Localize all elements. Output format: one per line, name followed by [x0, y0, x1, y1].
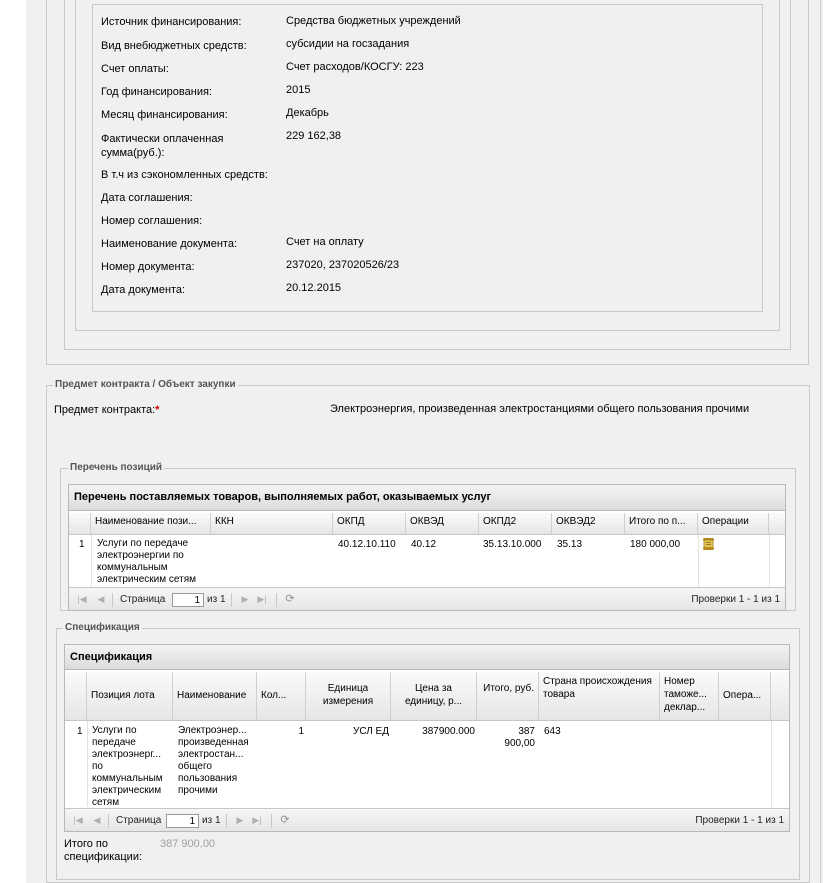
detail-value-document-name: Счет на оплату	[286, 236, 364, 248]
col-operations[interactable]: Операции	[698, 513, 769, 534]
spec-col-total[interactable]: Итого, руб.	[477, 672, 539, 720]
specification-legend: Спецификация	[65, 622, 140, 633]
detail-label-document-number: Номер документа:	[101, 261, 195, 273]
specification-grid	[64, 644, 790, 832]
specification-header-row	[65, 672, 789, 721]
col-name[interactable]: Наименование пози...	[91, 513, 211, 534]
positions-pager	[69, 587, 785, 611]
detail-label-offbudget-type: Вид внебюджетных средств:	[101, 40, 247, 52]
positions-legend: Перечень позиций	[70, 462, 163, 473]
detail-label-agreement-date: Дата соглашения:	[101, 192, 193, 204]
positions-grid	[68, 484, 786, 611]
positions-table-row[interactable]	[69, 535, 785, 587]
contract-subject-label	[54, 404, 159, 416]
spec-row-total: 387 900,00	[504, 726, 535, 749]
spec-col-operations[interactable]: Опера...	[719, 672, 771, 720]
spec-last-page-icon[interactable]: ▶|	[252, 815, 262, 825]
row-name: Услуги по передаче электроэнергии по коммунальным электрическим сетям	[97, 538, 196, 585]
col-kkn[interactable]: ККН	[211, 513, 333, 534]
first-page-icon[interactable]: |◀	[77, 594, 87, 604]
spec-col-unit[interactable]: Единица измерения	[306, 672, 391, 720]
contract-subject-value: Электроэнергия, произведенная электростанциями общего пользования прочими	[330, 403, 750, 415]
spec-col-price[interactable]: Цена за единицу, р...	[391, 672, 477, 720]
spec-row-country: 643	[544, 726, 561, 737]
spec-row-price: 387900.000	[422, 726, 475, 737]
spec-row-lot: Услуги по передаче электроэнерг... по коммунальным электрическим сетям	[92, 725, 163, 808]
spec-prev-page-icon[interactable]: ◀	[93, 815, 101, 825]
detail-value-offbudget-type: субсидии на госзадания	[286, 38, 410, 50]
spec-row-name: Электроэнер... произведенная электростан... общего пользования прочими	[178, 725, 249, 796]
spec-refresh-icon[interactable]: ⟳	[280, 814, 290, 826]
next-page-icon[interactable]: ▶	[241, 594, 249, 604]
last-page-icon[interactable]: ▶|	[257, 594, 267, 604]
col-okved2[interactable]: ОКВЭД2	[552, 513, 625, 534]
spec-pager-status: Проверки 1 - 1 из 1	[695, 815, 784, 826]
detail-label-document-name: Наименование документа:	[101, 238, 238, 250]
finance-details-panel	[92, 4, 763, 312]
row-okpd: 40.12.10.110	[338, 539, 396, 550]
detail-label-funding-month: Месяц финансирования:	[101, 109, 228, 121]
scroll-icon[interactable]	[702, 538, 715, 550]
detail-value-document-number: 237020, 237020526/23	[286, 259, 400, 271]
row-num: 1	[79, 539, 85, 550]
detail-value-funding-month: Декабрь	[286, 107, 329, 119]
col-okved[interactable]: ОКВЭД	[406, 513, 479, 534]
spec-page-number-input[interactable]	[166, 814, 199, 828]
spec-next-page-icon[interactable]: ▶	[236, 815, 244, 825]
row-okved2: 35.13	[557, 539, 583, 550]
right-edge-line	[820, 0, 821, 883]
detail-value-payment-account: Счет расходов/КОСГУ: 223	[286, 61, 424, 73]
col-okpd2[interactable]: ОКПД2	[479, 513, 552, 534]
spec-summary-label: Итого по спецификации:	[64, 838, 143, 863]
left-panel-strip	[0, 0, 26, 883]
row-okved: 40.12	[411, 539, 437, 550]
detail-label-document-date: Дата документа:	[101, 284, 186, 296]
detail-label-paid-amount: Фактически оплаченная сумма(руб.):	[101, 133, 224, 159]
detail-value-funding-year: 2015	[286, 84, 311, 96]
spec-row-qty: 1	[298, 726, 304, 737]
spec-row-unit: УСЛ ЕД	[352, 726, 389, 737]
positions-grid-title: Перечень поставляемых товаров, выполняемых работ, оказываемых услуг	[69, 485, 785, 511]
spec-row-num: 1	[77, 726, 83, 737]
row-okpd2: 35.13.10.000	[483, 539, 542, 550]
spec-col-country[interactable]: Страна происхождения товара	[539, 672, 660, 720]
spec-page-of-label: из 1	[202, 815, 221, 826]
spec-first-page-icon[interactable]: |◀	[73, 815, 83, 825]
specification-grid-title: Спецификация	[65, 645, 789, 670]
specification-table-row[interactable]	[65, 721, 789, 807]
positions-header-row	[69, 513, 785, 535]
pager-status: Проверки 1 - 1 из 1	[691, 594, 780, 605]
detail-value-paid-amount: 229 162,38	[286, 130, 342, 142]
col-num	[69, 513, 91, 534]
spec-col-lot[interactable]: Позиция лота	[87, 672, 173, 720]
prev-page-icon[interactable]: ◀	[97, 594, 105, 604]
specification-pager	[65, 808, 789, 832]
page-number-input[interactable]	[172, 593, 204, 607]
col-okpd[interactable]: ОКПД	[333, 513, 406, 534]
refresh-icon[interactable]: ⟳	[285, 593, 295, 605]
contract-subject-label-text: Предмет контракта:	[54, 404, 156, 416]
page-label: Страница	[120, 594, 166, 605]
detail-label-agreement-number: Номер соглашения:	[101, 215, 203, 227]
row-total: 180 000,00	[630, 539, 681, 550]
spec-page-label: Страница	[116, 815, 162, 826]
detail-value-document-date: 20.12.2015	[286, 282, 342, 294]
spec-col-customs[interactable]: Номер таможе... деклар...	[660, 672, 719, 720]
spec-col-num	[65, 672, 87, 720]
contract-subject-legend: Предмет контракта / Объект закупки	[55, 379, 236, 390]
spec-summary-value: 387 900,00	[160, 838, 216, 850]
detail-label-payment-account: Счет оплаты:	[101, 63, 169, 75]
col-total[interactable]: Итого по п...	[625, 513, 698, 534]
detail-value-funding-source: Средства бюджетных учреждений	[286, 15, 461, 27]
required-mark: *	[155, 404, 160, 416]
detail-label-funding-source: Источник финансирования:	[101, 16, 242, 28]
detail-label-saved-funds: В т.ч из сэкономленных средств:	[101, 169, 268, 181]
spec-col-name[interactable]: Наименование	[173, 672, 257, 720]
page-of-label: из 1	[207, 594, 226, 605]
detail-label-funding-year: Год финансирования:	[101, 86, 212, 98]
spec-col-qty[interactable]: Кол...	[257, 672, 306, 720]
